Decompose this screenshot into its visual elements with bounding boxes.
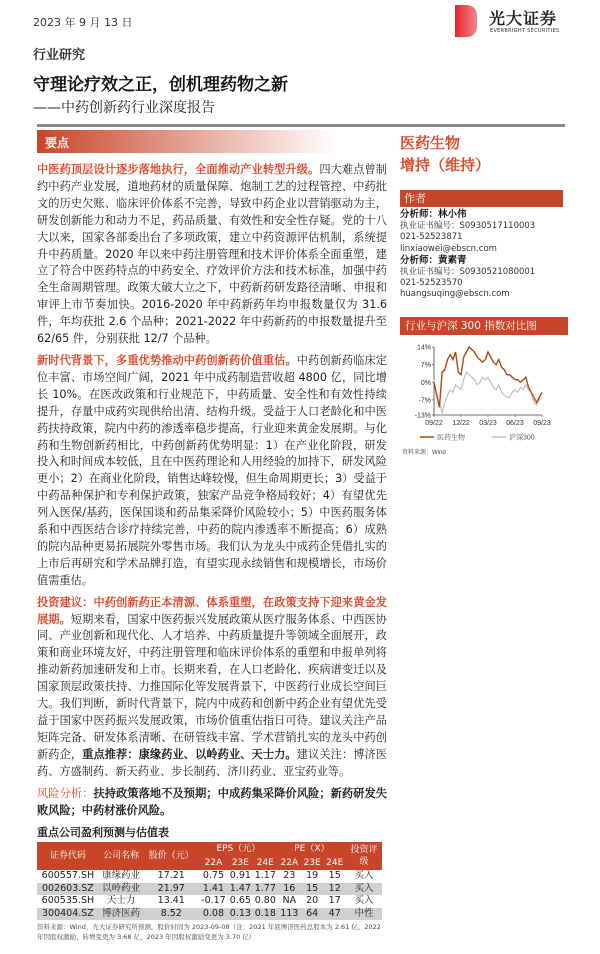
right-column <box>400 132 570 463</box>
paragraph <box>37 353 387 590</box>
table-cell: -0.17 <box>201 895 226 907</box>
col-year: 24E <box>323 856 346 870</box>
table-cell: 1.17 <box>254 870 276 882</box>
y-tick-label: 7% <box>420 361 431 369</box>
author-phone: 021-52523871 <box>400 232 463 243</box>
author-cert: 执业证书编号：S0930521080001 <box>400 266 536 277</box>
x-tick-label: 03/23 <box>479 419 497 427</box>
col-eps: EPS（元） <box>199 842 278 856</box>
col-year: 22A <box>278 856 301 870</box>
logo-en: EVERBRIGHT SECURITIES <box>490 28 560 34</box>
paragraph-heading: 风险分析： <box>37 786 94 800</box>
x-tick-label: 09/22 <box>425 419 443 427</box>
report-title: 守理论疗效之正，创机理药物之新 <box>33 75 288 95</box>
table-row <box>37 908 382 921</box>
col-pe: PE（X） <box>278 842 346 856</box>
paragraph <box>37 162 387 348</box>
report-subtitle: ——中药创新药行业深度报告 <box>33 100 215 116</box>
paragraph <box>37 595 387 781</box>
chart-title: 行业与沪深 300 指数对比图 <box>400 317 568 335</box>
x-tick-label: 06/23 <box>506 419 524 427</box>
author-email[interactable]: linxiaowei@ebscn.com <box>400 243 497 254</box>
sector-rating: 增持（维持） <box>400 156 491 174</box>
authors-header: 作者 <box>400 190 563 207</box>
brand-logo <box>455 5 565 37</box>
x-tick-label: 09/23 <box>533 419 551 427</box>
paragraph <box>37 786 387 820</box>
risk-text: 扶持政策落地不及预期；中成药集采降价风险；新药研发失败风险；中药材涨价风险。 <box>37 786 387 817</box>
key-points-header: 要点 <box>37 130 337 153</box>
author-email[interactable]: huangsuqing@ebscn.com <box>400 289 510 300</box>
authors-list <box>400 209 570 301</box>
logo-mark-icon <box>455 5 477 37</box>
table-cell: 17 <box>328 895 341 907</box>
col-year: 24E <box>253 856 278 870</box>
paragraph-text: 建议关注：博济医药、方盛制药、新天药业、步长制药、济川药业、亚宝药业等。 <box>37 747 387 778</box>
table-source-note: 资料来源：Wind，光大证券研究所预测，股价时间为 2023-09-08（注：2021 年底博济医药总股本为 2.61 亿，2022 年因股权激励、转增变更为 3.68 亿，2023 年因股权激励变更为 3.70 亿） <box>37 923 381 942</box>
table-cell: 8.52 <box>144 908 199 921</box>
author-cert: 执业证书编号：S0930517110003 <box>400 221 536 231</box>
table-cell: 17.21 <box>157 870 185 882</box>
col-year: 22A <box>199 856 228 870</box>
table-cell: 15 <box>301 883 324 896</box>
table-cell: 300404.SZ <box>37 908 99 921</box>
col-year: 23E <box>228 856 253 870</box>
paragraph-heading: 投资建议：中药创新药正本清源、体系重塑，在政策支持下迎来黄金发展期。 <box>37 595 387 626</box>
table-cell: 1.77 <box>254 882 276 894</box>
paragraph-text: 短期来看，国家中医药振兴发展政策从医疗服务体系、中西医协同、产业创新和现代化、人才培养、中药质量提升等领域全面展开，政策和商业环境友好，中药注册管理和临床评价体系的重塑和申报单列将推动新药加速研发和上市。长期来看，在人口老龄化、疾病谱变迁以及国家顶层政策扶持、力推国际化等发展背景下，中医药行业成长空间巨大。我们判断，新时代背景下，院内中成药和创新中药企业有望优先受益于国家中医药振兴发展政策，市场价值重估指日可待。建议关注产品矩阵完备、研发体系清晰、在研管线丰富、学术营销扎实的龙头中药创新药企， <box>37 612 387 761</box>
table-cell: 天士力 <box>106 895 136 907</box>
table-cell: 12 <box>323 883 346 896</box>
logo-cn: 光大证券 <box>489 9 558 28</box>
y-tick-label: 14% <box>416 344 431 352</box>
report-category: 行业研究 <box>33 48 86 63</box>
table-cell: 20 <box>306 895 319 907</box>
col-name: 公司名称 <box>99 842 144 870</box>
index-comparison-chart <box>400 338 570 463</box>
x-tick-label: 12/22 <box>452 419 470 427</box>
table-cell: 0.13 <box>229 907 251 919</box>
col-year: 23E <box>301 856 324 870</box>
table-cell: 600557.SH <box>41 870 95 882</box>
divider <box>37 124 565 127</box>
table-row <box>37 883 382 896</box>
author-name: 分析师：林小伟 <box>400 209 467 220</box>
table-cell: 002603.SZ <box>37 883 99 896</box>
table-cell: 康缘药业 <box>102 870 141 882</box>
table-cell: 23 <box>283 870 296 882</box>
table-cell: NA <box>282 895 297 907</box>
chart-source: 资料来源：Wind <box>402 449 446 456</box>
table-cell: 买入 <box>346 883 382 896</box>
table-cell: 买入 <box>354 870 374 882</box>
table-row <box>37 870 382 883</box>
author-name: 分析师：黄素青 <box>400 254 467 266</box>
valuation-table <box>37 842 382 920</box>
table-cell: 19 <box>306 870 319 882</box>
recommendations: 重点推荐：康缘药业、以岭药业、天士力。 <box>82 747 297 761</box>
table-cell: 15 <box>328 870 341 882</box>
col-rating: 投资评级 <box>346 842 382 870</box>
y-tick-label: -7% <box>418 397 431 405</box>
table-cell: 0.65 <box>229 895 251 907</box>
key-points-body <box>37 162 387 819</box>
table-cell: 600535.SH <box>41 895 95 907</box>
paragraph-text: 中药创新药临床定位丰富、市场空间广阔，2021 年中成药制造营收超 4800 亿，同比增长 10%。在医改政策和行业规范下，中药质量、安全性和有效性持续提升，存量中成药实现供给出清、结构升级。受益于人口老龄化和中医药扶持政策，院内中药的渗透率稳步提高，行业迎来黄金发展期。与化药和生物创新药相比，中药创新药优势明显：1）在产业化阶段，研发投入和时间成本较低，且在中医药理论和人用经验的加持下，研发风险更小；2）在商业化阶段，销售达峰较慢，但生命周期更长；3）受益于中药品种保护和专利保护政策，独家产品竞争格局较好；4）有望优先列入医保/基药，医保国谈和药品集采降价风险较小；5）中医药服务体系和中西医结合诊疗持续完善，中药的院内渗透率不断提高；6）成熟的院内品种更易拓展院外零售市场。我们认为龙头中成药企凭借扎实的上市后再研究和学术品牌打造，有望实现永续销售和规模增长，市场价值需重估。 <box>37 353 387 587</box>
table-cell: 0.91 <box>229 870 251 882</box>
report-date: 2023 年 9 月 13 日 <box>33 16 133 29</box>
legend-label: 医药生物 <box>437 434 465 442</box>
col-price: 股价（元） <box>144 842 199 870</box>
table-cell: 64 <box>301 908 324 921</box>
table-cell: 0.80 <box>254 895 276 907</box>
table-cell: 买入 <box>354 895 374 907</box>
table-cell: 0.08 <box>199 908 228 921</box>
table-title: 重点公司盈利预测与估值表 <box>37 826 169 840</box>
paragraph-text: 四大难点曾制约中药产业发展，道地药材的质量保障、炮制工艺的过程管控、中药批文的历史欠账、临床评价体系不完善，导致中药企业以营销驱动为主，研发创新能力和动力不足，药品质量、有效性和安全性存疑。党的十八大以来，国家各部委出台了多项政策，建立中药资源评估机制，系统提升中药质量。2020 年以来中药注册管理和技术评价体系全面重塑，建立了符合中医药特点的中药安全、疗效评价方法和技术标准，加强中药全生命周期管理。政策大破大立之下，中药新药研发路径清晰、申报和审评上市节奏加快。2016-2020 年中药新药年均申报数量仅为 31.6 件，年均获批 2.6 个品种；2021-2022 年中药新药的申报数量提升至 62/65 件，分别获批 12/7 个品种。 <box>37 163 387 346</box>
table-cell: 0.75 <box>202 870 225 882</box>
table-cell: 113 <box>278 908 301 921</box>
table-cell: 21.97 <box>144 883 199 896</box>
left-column <box>37 162 387 954</box>
y-tick-label: 0% <box>420 379 431 387</box>
table-cell: 16 <box>278 883 301 896</box>
table-row <box>37 895 382 908</box>
table-cell: 47 <box>323 908 346 921</box>
table-cell: 1.41 <box>199 883 228 896</box>
table-cell: 0.18 <box>254 907 276 919</box>
author-phone: 021-52523570 <box>400 278 463 289</box>
table-cell: 博济医药 <box>99 908 144 921</box>
y-tick-label: -13% <box>414 412 431 420</box>
table-cell: 1.47 <box>229 882 251 894</box>
sector-name: 医药生物 <box>400 134 461 152</box>
table-cell: 以岭药业 <box>99 883 144 896</box>
paragraph-heading: 新时代背景下，多重优势推动中药创新药价值重估。 <box>37 353 297 367</box>
col-code: 证券代码 <box>37 842 99 870</box>
table-cell: 中性 <box>346 908 382 921</box>
table-cell: 13.41 <box>157 895 185 907</box>
legend-label: 沪深300 <box>509 434 535 442</box>
paragraph-heading: 中医药顶层设计逐步落地执行，全面推动产业转型升级。 <box>37 163 320 176</box>
